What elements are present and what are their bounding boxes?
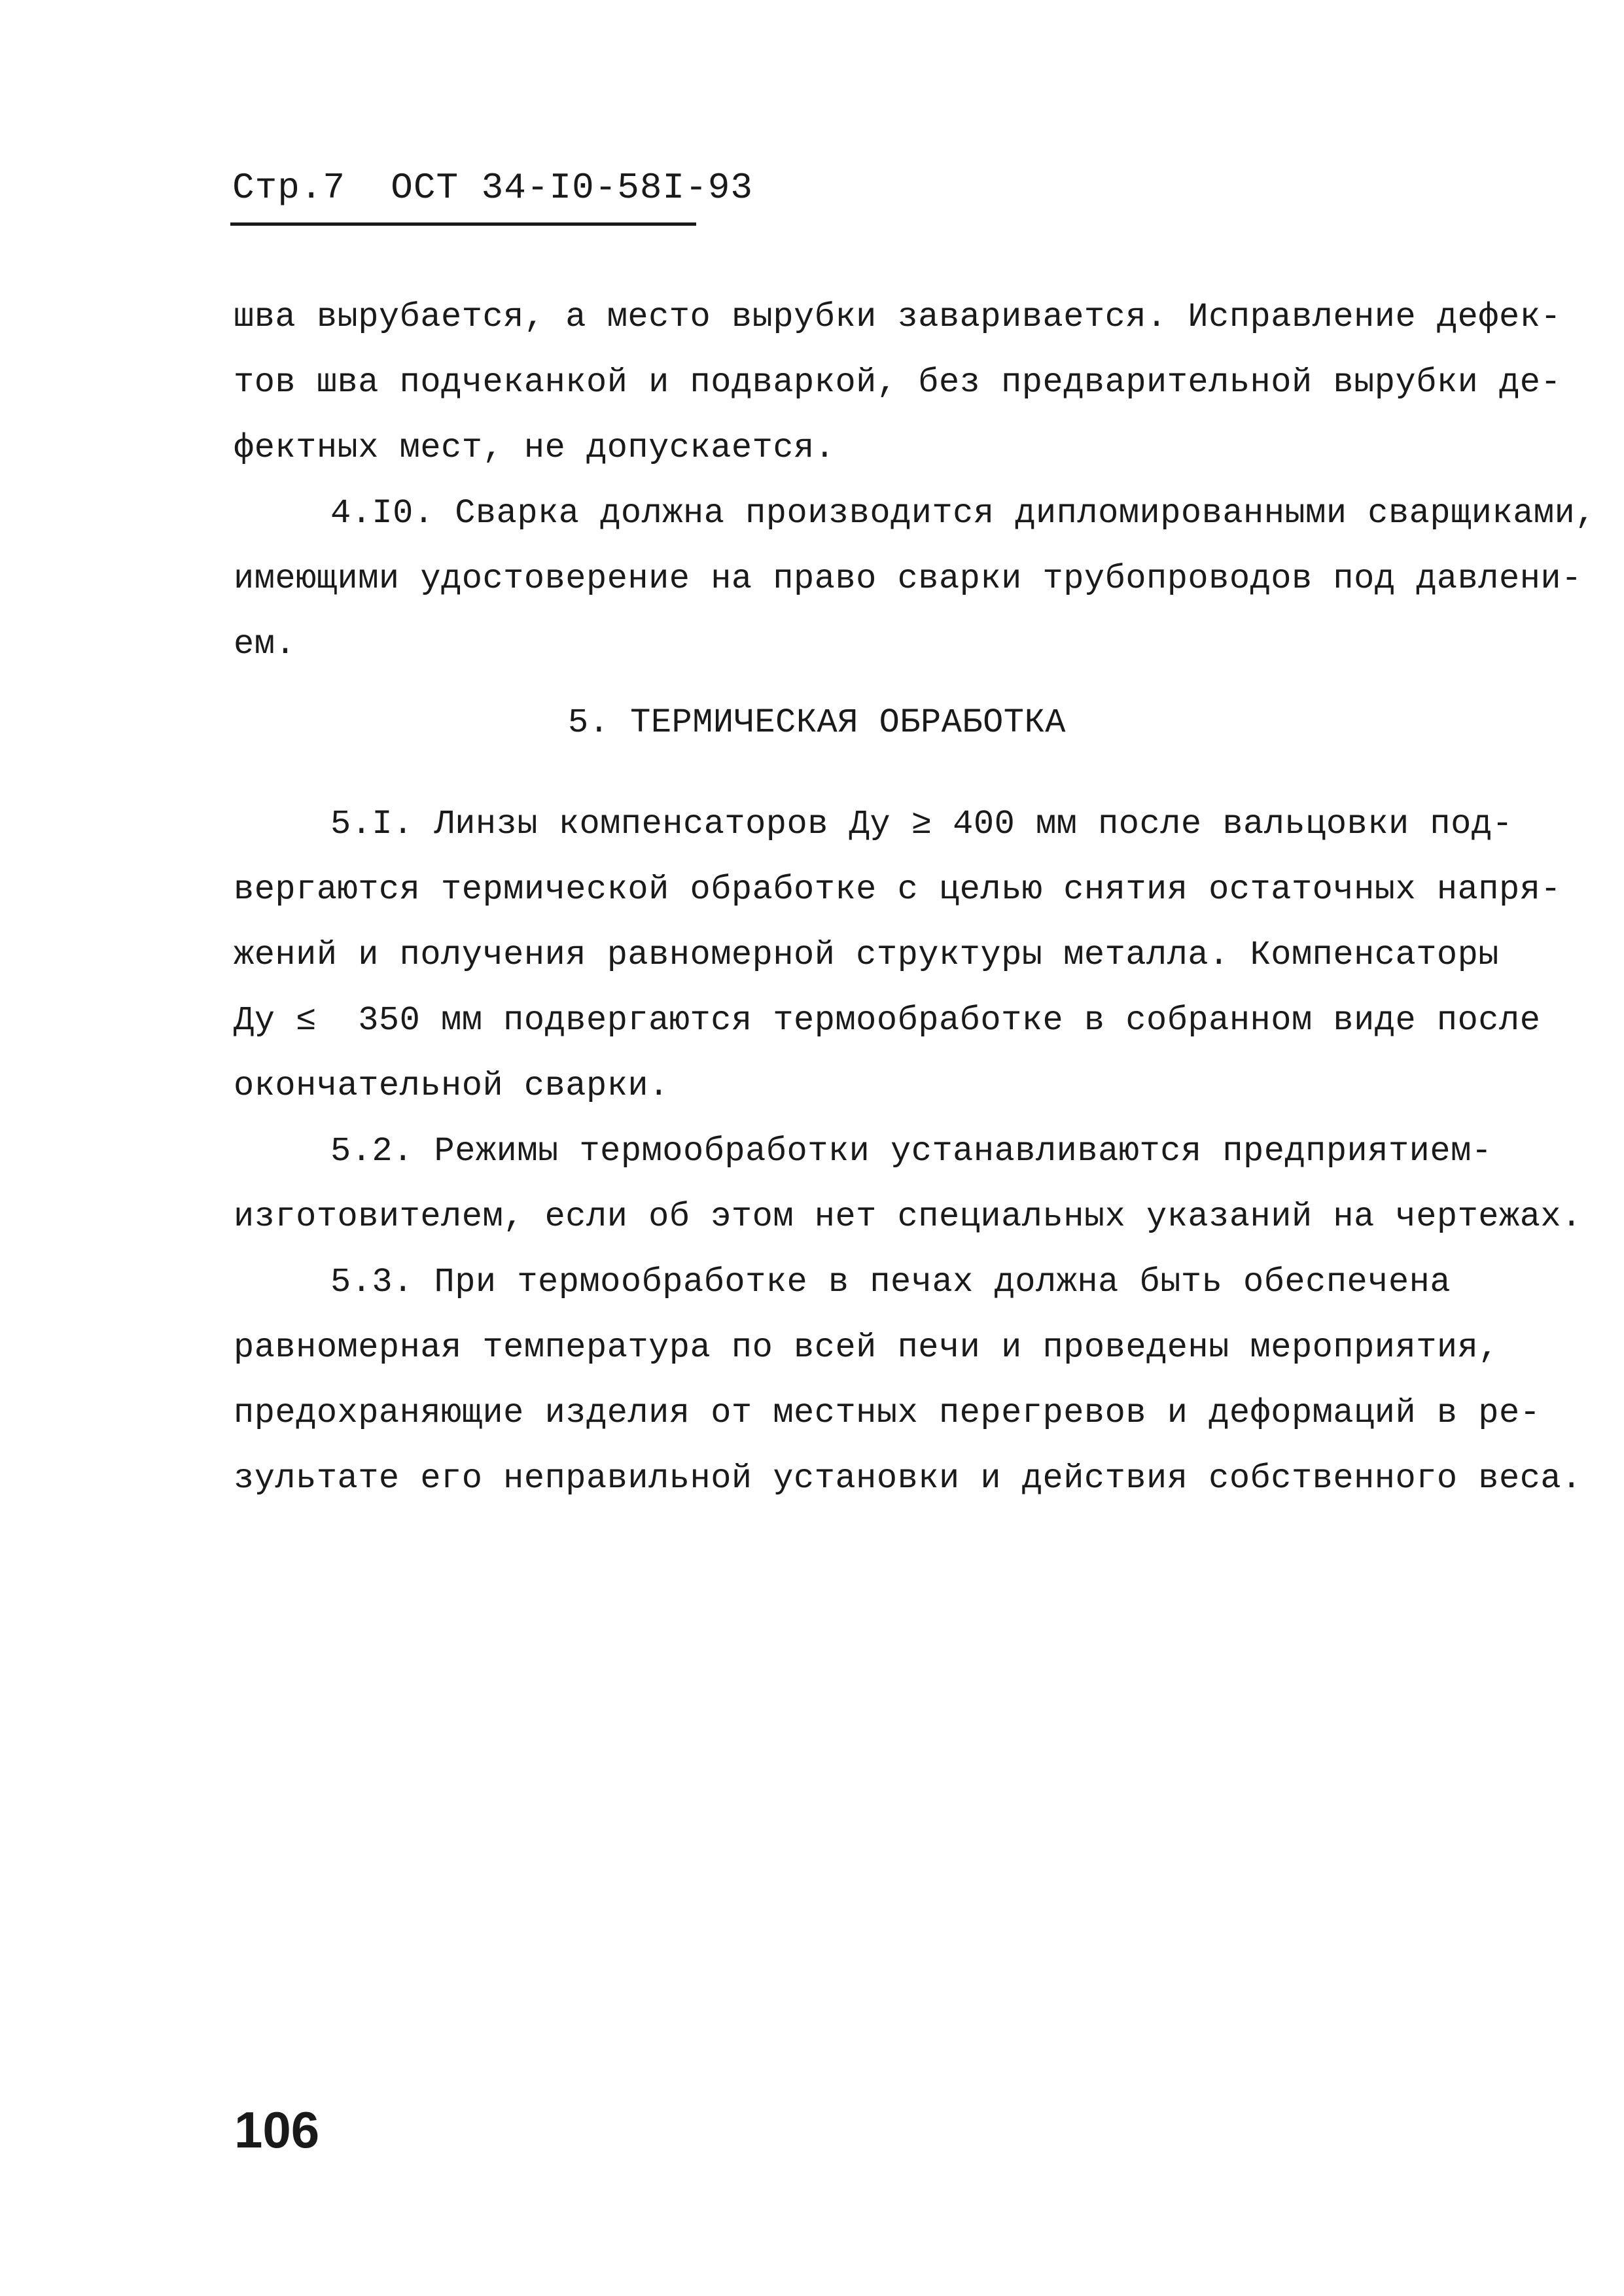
page-header — [232, 167, 753, 209]
text-line: Ду ≤ 350 мм подвергаются термообработке в собранном виде после — [234, 1001, 1541, 1040]
header-underline — [230, 222, 696, 226]
text-line: шва вырубается, а место вырубки заваривается. Исправление дефек- — [234, 298, 1562, 336]
text-line: тов шва подчеканкой и подваркой, без предварительной вырубки де- — [234, 363, 1562, 402]
text-line: фектных мест, не допускается. — [234, 429, 836, 467]
section-heading: 5. ТЕРМИЧЕСКАЯ ОБРАБОТКА — [568, 703, 1066, 742]
page-number: 106 — [234, 2101, 320, 2159]
text-line: вергаются термической обработке с целью снятия остаточных напря- — [234, 870, 1562, 909]
paragraph-5-2-start: 5.2. Режимы термообработки устанавливаются предприятием- — [330, 1132, 1492, 1171]
text-line: имеющими удостоверение на право сварки трубопроводов под давлени- — [234, 559, 1582, 598]
standard-code: ОСТ 34-I0-58I-93 — [391, 167, 753, 209]
text-line: предохраняющие изделия от местных перегревов и деформаций в ре- — [234, 1394, 1541, 1432]
text-line: изготовителем, если об этом нет специальных указаний на чертежах. — [234, 1197, 1582, 1236]
page-label: Стр.7 — [232, 167, 346, 209]
text-line: ем. — [234, 625, 296, 663]
text-line: окончательной сварки. — [234, 1067, 669, 1105]
text-line: зультате его неправильной установки и действия собственного веса. — [234, 1459, 1582, 1498]
text-line: жений и получения равномерной структуры металла. Компенсаторы — [234, 936, 1500, 974]
paragraph-4-10-start: 4.I0. Сварка должна производится дипломированными сварщиками, — [330, 494, 1597, 533]
paragraph-5-1-start: 5.I. Линзы компенсаторов Ду ≥ 400 мм после вальцовки под- — [330, 805, 1513, 843]
paragraph-5-3-start: 5.3. При термообработке в печах должна быть обеспечена — [330, 1263, 1451, 1301]
text-line: равномерная температура по всей печи и проведены мероприятия, — [234, 1328, 1500, 1367]
